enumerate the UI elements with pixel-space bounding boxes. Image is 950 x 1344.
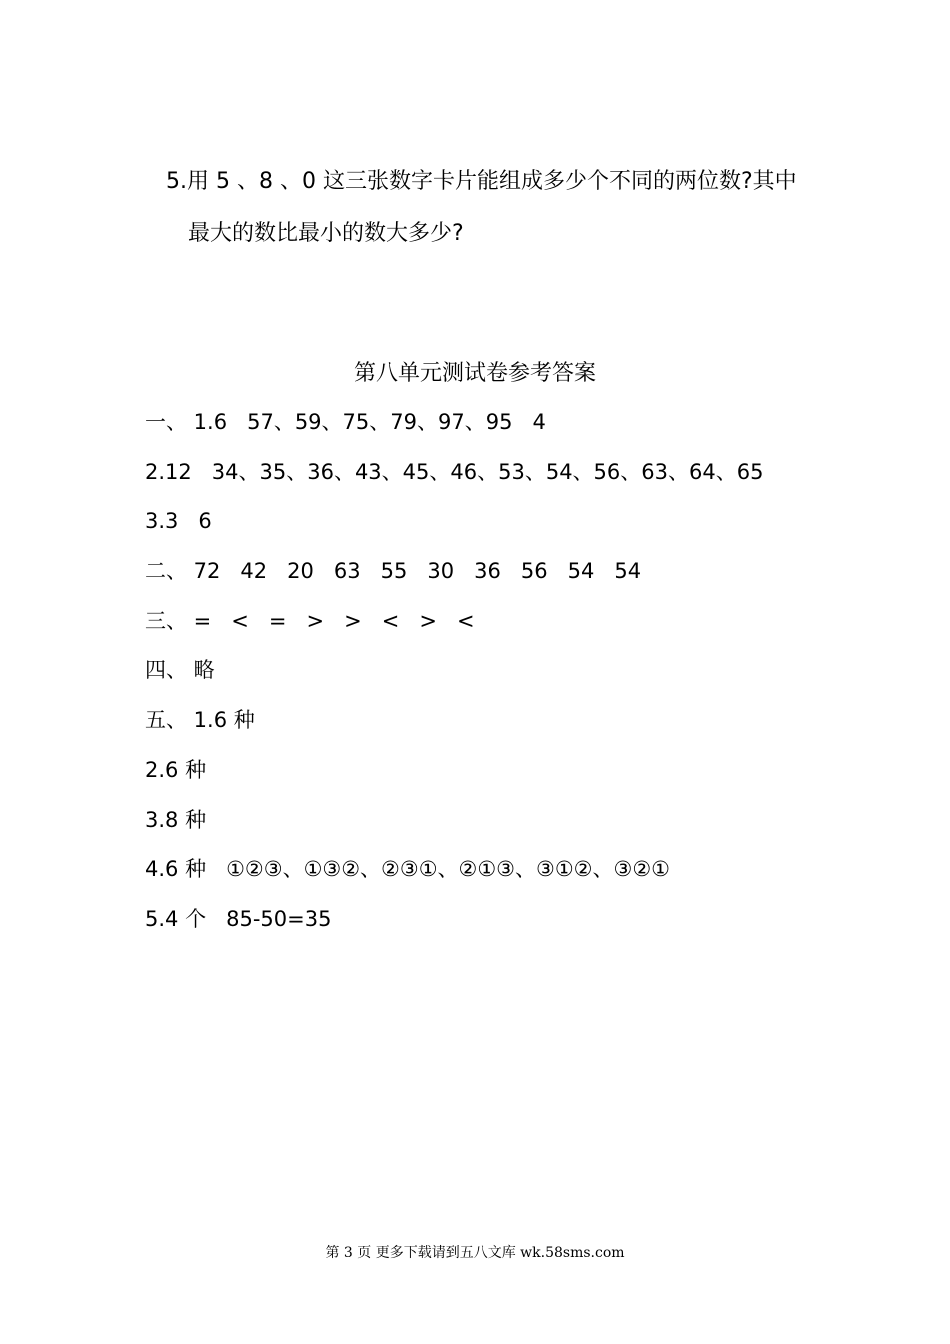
answer-line-1: 一、 1.6 57、59、75、79、97、95 4 xyxy=(145,410,546,434)
answer-line-8: 2.6 种 xyxy=(145,757,207,782)
answer-line-4: 二、 72 42 20 63 55 30 36 56 54 54 xyxy=(145,559,642,584)
question-5-line-1: 5.用 5 、8 、0 这三张数字卡片能组成多少个不同的两位数?其中 xyxy=(166,169,797,194)
answer-line-2: 2.12 34、35、36、43、45、46、53、54、56、63、64、65 xyxy=(145,459,764,484)
answer-key-list xyxy=(145,404,845,951)
answer-line-5: 三、 = < = > > < > < xyxy=(145,608,475,633)
answer-line-3: 3.3 6 xyxy=(145,509,212,534)
answer-key-title: 第八单元测试卷参考答案 xyxy=(353,361,596,386)
question-5 xyxy=(166,156,826,260)
answer-line-6: 四、 略 xyxy=(145,658,215,683)
answer-line-9: 3.8 种 xyxy=(145,807,207,832)
question-5-line-2: 最大的数比最小的数大多少? xyxy=(188,221,464,246)
answer-line-10: 4.6 种 ①②③、①③②、②③①、②①③、③①②、③②① xyxy=(145,857,670,882)
answer-line-7: 五、 1.6 种 xyxy=(145,708,255,733)
answer-line-11: 5.4 个 85-50=35 xyxy=(145,906,332,931)
page-footer: 第 3 页 更多下载请到五八文库 wk.58sms.com xyxy=(325,1245,625,1261)
